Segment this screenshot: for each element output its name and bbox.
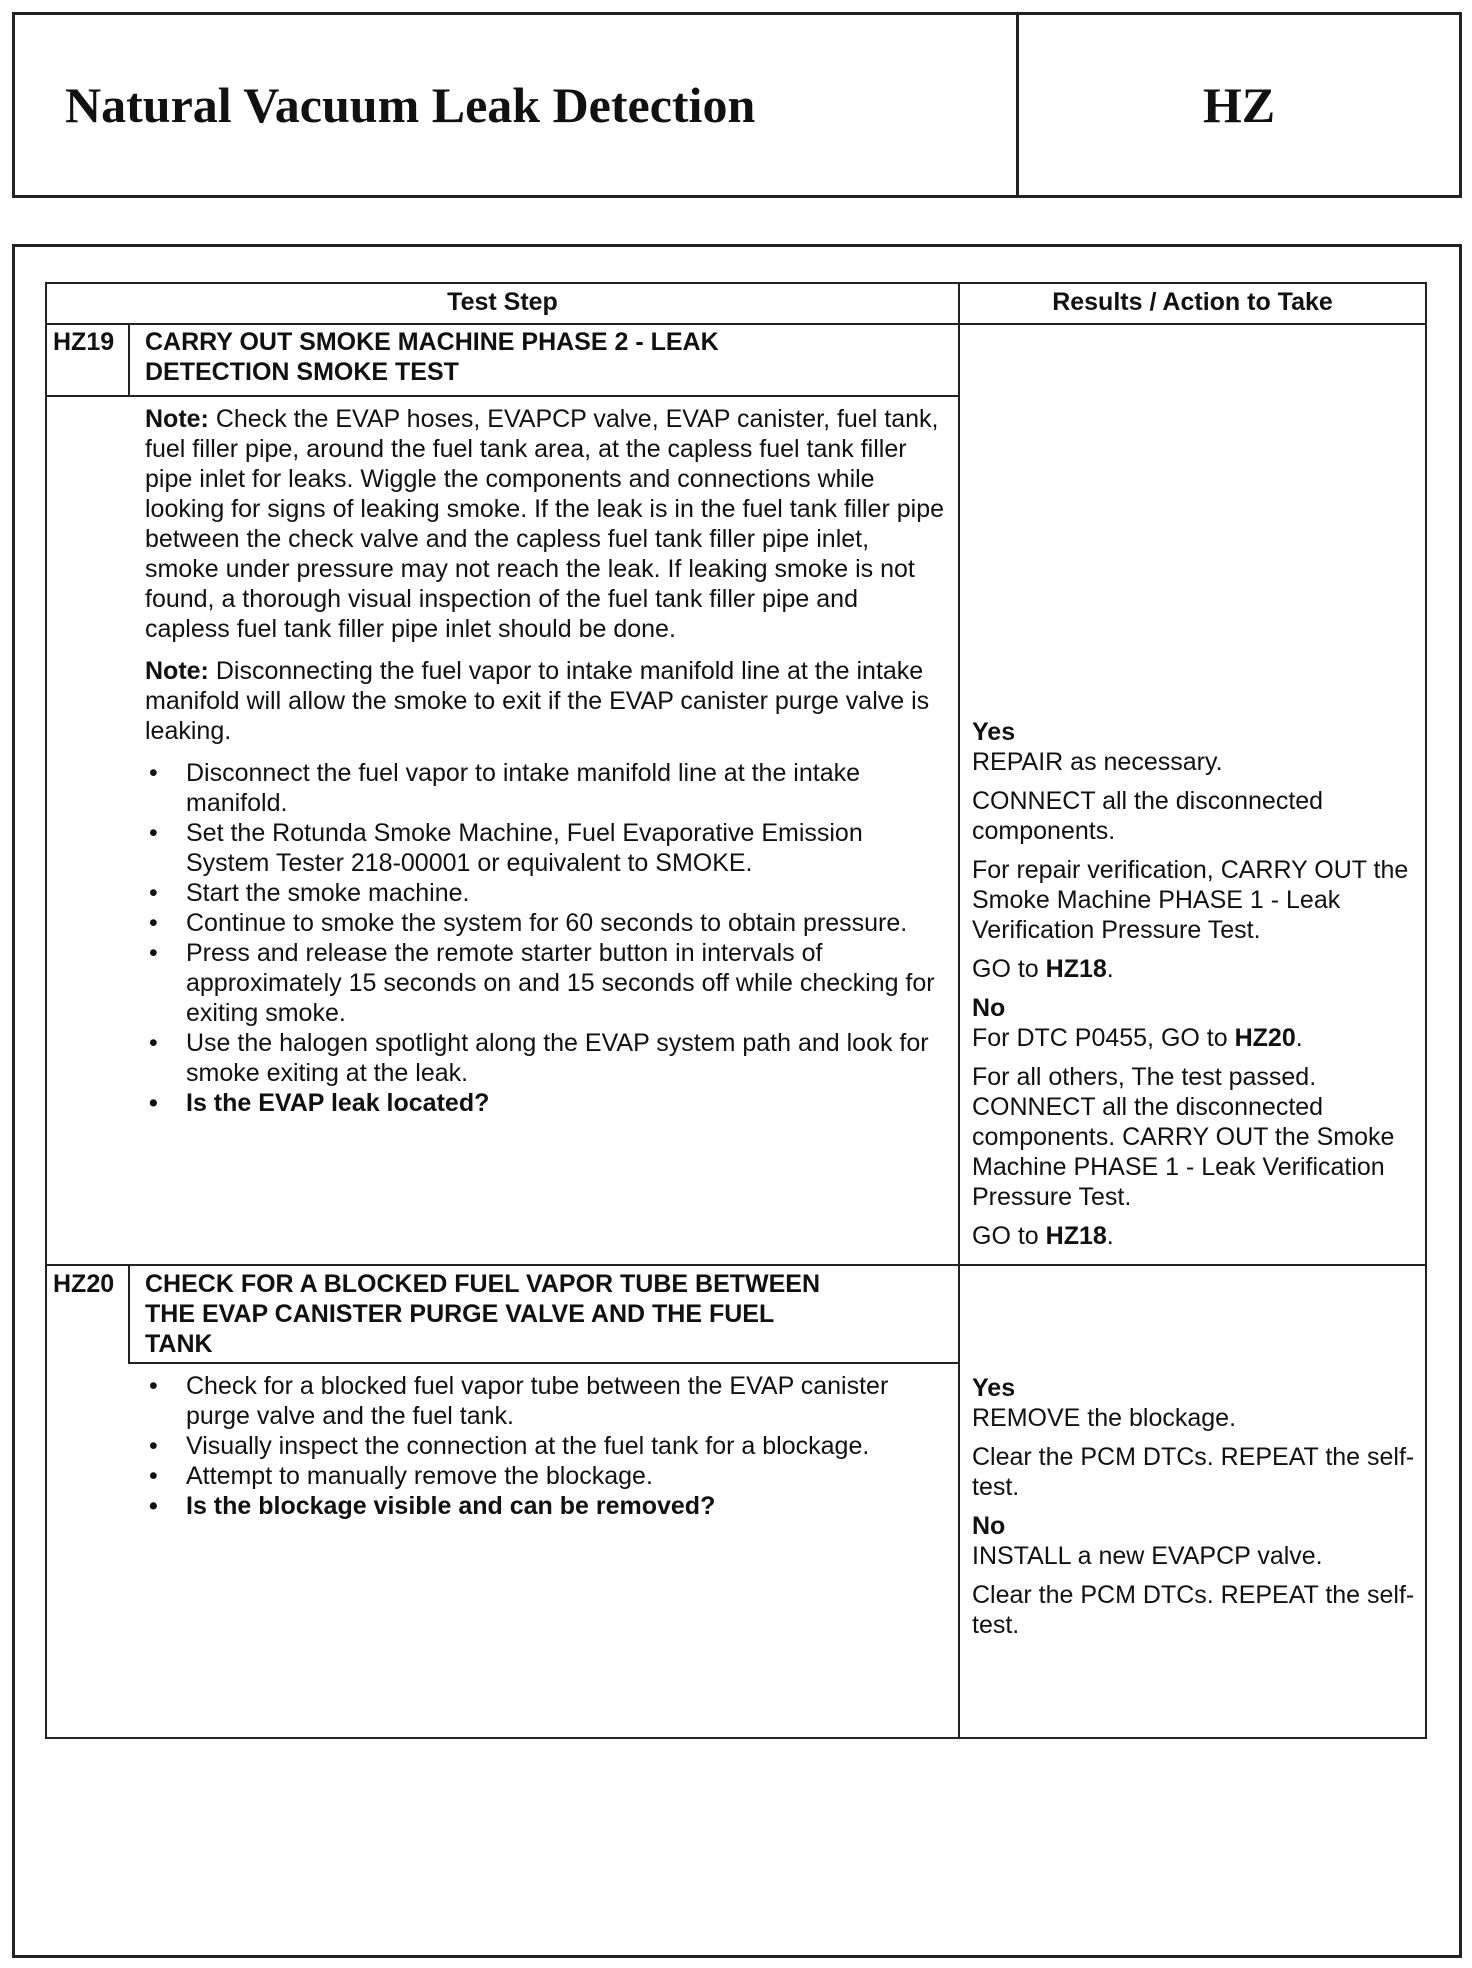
hz20-title-divider bbox=[128, 1362, 958, 1364]
no-label: No bbox=[972, 1512, 1006, 1540]
results-hz19 bbox=[972, 717, 1420, 1260]
step-bullet: • Attempt to manually remove the blockage. bbox=[145, 1461, 945, 1491]
step-bullet: • Set the Rotunda Smoke Machine, Fuel Evaporative Emission System Tester 218-00001 or equivalent to SMOKE. bbox=[145, 818, 945, 878]
step-bullet: • Start the smoke machine. bbox=[145, 878, 945, 908]
step-question: • Is the blockage visible and can be removed? bbox=[145, 1491, 945, 1521]
goto-end: . bbox=[1295, 1024, 1303, 1052]
yes-label: Yes bbox=[972, 1374, 1016, 1402]
step-bullet: • Use the halogen spotlight along the EVAP system path and look for smoke exiting at the leak. bbox=[145, 1028, 945, 1088]
results-hz20 bbox=[972, 1373, 1420, 1649]
pinpoint-code: HZ bbox=[1202, 77, 1276, 133]
step-title-hz20 bbox=[145, 1269, 950, 1359]
goto-text: For DTC P0455, GO to bbox=[972, 1024, 1235, 1052]
hz19-code-divider bbox=[128, 323, 130, 395]
result-action: Clear the PCM DTCs. REPEAT the self-test. bbox=[972, 1443, 1415, 1501]
hz20-code-divider bbox=[128, 1264, 130, 1363]
no-label: No bbox=[972, 994, 1006, 1022]
step-code-hz20: HZ20 bbox=[53, 1270, 115, 1298]
step-content-hz19 bbox=[145, 404, 945, 1118]
title-line: CARRY OUT SMOKE MACHINE PHASE 2 - LEAK bbox=[145, 328, 719, 356]
result-action: For all others, The test passed. CONNECT all the disconnected components. CARRY OUT the Smoke Machine PHASE 1 - Leak Verification Pressure Test. bbox=[972, 1063, 1395, 1211]
note-paragraph bbox=[145, 404, 945, 644]
diagnostic-table bbox=[45, 282, 1427, 1739]
step-bullet: • Check for a blocked fuel vapor tube between the EVAP canister purge valve and the fuel tank. bbox=[145, 1371, 945, 1431]
content-frame bbox=[12, 244, 1462, 1958]
note-text: Disconnecting the fuel vapor to intake manifold line at the intake manifold will allow the smoke to exit if the EVAP canister purge valve is leaking. bbox=[145, 657, 930, 745]
result-action: INSTALL a new EVAPCP valve. bbox=[972, 1542, 1323, 1570]
goto-instruction bbox=[972, 954, 1420, 984]
note-paragraph bbox=[145, 656, 945, 746]
row-divider bbox=[47, 1264, 1425, 1266]
goto-end: . bbox=[1106, 1222, 1114, 1250]
title-line: TANK bbox=[145, 1330, 213, 1358]
header-divider bbox=[47, 323, 1425, 325]
title-line: CHECK FOR A BLOCKED FUEL VAPOR TUBE BETWEEN bbox=[145, 1270, 821, 1298]
result-action: REPAIR as necessary. bbox=[972, 748, 1223, 776]
step-bullet-list bbox=[145, 758, 945, 1118]
step-title-hz19 bbox=[145, 327, 945, 387]
goto-end: . bbox=[1106, 955, 1114, 983]
step-bullet: • Continue to smoke the system for 60 seconds to obtain pressure. bbox=[145, 908, 945, 938]
result-action: REMOVE the blockage. bbox=[972, 1404, 1237, 1432]
result-action: Clear the PCM DTCs. REPEAT the self-test. bbox=[972, 1581, 1415, 1639]
goto-text: GO to bbox=[972, 1222, 1046, 1250]
column-divider bbox=[958, 284, 960, 1737]
note-label: Note: bbox=[145, 657, 209, 685]
result-action: CONNECT all the disconnected components. bbox=[972, 787, 1324, 845]
title-line: DETECTION SMOKE TEST bbox=[145, 358, 459, 386]
step-bullet-list bbox=[145, 1371, 945, 1521]
goto-link-hz18[interactable]: HZ18 bbox=[1045, 955, 1107, 983]
goto-text: GO to bbox=[972, 955, 1046, 983]
column-header-test-step: Test Step bbox=[447, 288, 558, 316]
note-text: Check the EVAP hoses, EVAPCP valve, EVAP canister, fuel tank, fuel filler pipe, around the fuel tank area, at the capless fuel tank filler pipe inlet for leaks. Wiggle the components and connections while looking for signs of leaking smoke. If the leak is in the fuel tank filler pipe between the check valve and the capless fuel tank filler pipe inlet, smoke under pressure may not reach the leak. If leaking smoke is not found, a thorough visual inspection of the fuel tank filler pipe and capless fuel tank filler pipe inlet should be done. bbox=[145, 405, 945, 643]
goto-instruction bbox=[972, 1023, 1420, 1053]
step-code-hz19: HZ19 bbox=[53, 328, 115, 356]
note-label: Note: bbox=[145, 405, 209, 433]
step-question: • Is the EVAP leak located? bbox=[145, 1088, 945, 1118]
step-bullet: • Press and release the remote starter button in intervals of approximately 15 seconds on and 15 seconds off while checking for exiting smoke. bbox=[145, 938, 945, 1028]
page-header bbox=[12, 12, 1462, 198]
page-title: Natural Vacuum Leak Detection bbox=[15, 15, 1019, 195]
goto-link-hz20[interactable]: HZ20 bbox=[1234, 1024, 1296, 1052]
hz19-title-divider bbox=[47, 395, 958, 397]
result-action: For repair verification, CARRY OUT the Smoke Machine PHASE 1 - Leak Verification Pressure Test. bbox=[972, 856, 1409, 944]
step-bullet: • Disconnect the fuel vapor to intake manifold line at the intake manifold. bbox=[145, 758, 945, 818]
column-header-results: Results / Action to Take bbox=[1052, 288, 1333, 316]
title-line: THE EVAP CANISTER PURGE VALVE AND THE FUEL bbox=[145, 1300, 775, 1328]
goto-instruction bbox=[972, 1221, 1420, 1251]
yes-label: Yes bbox=[972, 718, 1016, 746]
step-content-hz20 bbox=[145, 1371, 945, 1521]
step-bullet: • Visually inspect the connection at the fuel tank for a blockage. bbox=[145, 1431, 945, 1461]
goto-link-hz18[interactable]: HZ18 bbox=[1045, 1222, 1107, 1250]
